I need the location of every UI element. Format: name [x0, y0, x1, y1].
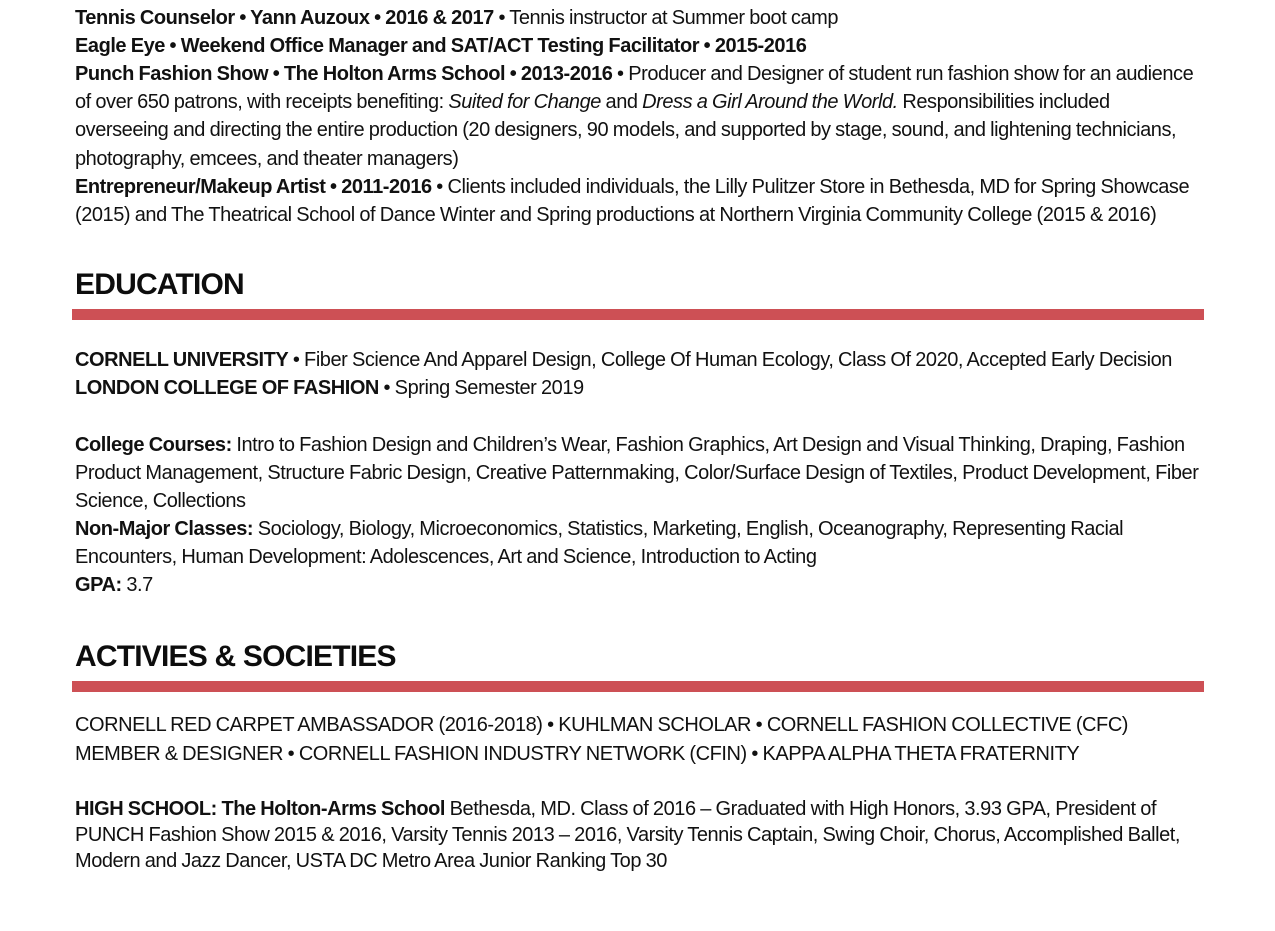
makeup-entry-lead: Entrepreneur/Makeup Artist • 2011-2016 — [75, 176, 432, 198]
high-school-details: Bethesda, MD. Class of 2016 – Graduated with High Honors, 3.93 GPA, President of PUNCH Fashion Show 2015 & 2016, Varsity Tennis 2013 – 2016, Varsity Tennis Captain, Swing Choir, Chorus, Accomplished Ballet, Modern and Jazz Dancer, USTA DC Metro Area Junior Ranking Top 30 — [75, 798, 1181, 872]
tennis-entry-lead: Tennis Counselor • Yann Auzoux • 2016 & 2017 — [75, 7, 494, 29]
non-major-classes-list: Sociology, Biology, Microeconomics, Statistics, Marketing, English, Oceanography, Representing Racial Encounters, Human Development: Adolescences, Art and Science, Introduction to Acting — [75, 518, 1124, 569]
experience-eagle-eye-entry — [75, 32, 1200, 60]
tennis-entry-desc: • Tennis instructor at Summer boot camp — [493, 7, 839, 29]
punch-entry-desc-1: • Producer and Designer of student run fashion show for an audience of over 650 patrons, with receipts benefiting: — [75, 63, 1194, 114]
college-courses-entry — [75, 431, 1200, 516]
activities-heading: ACTIVIES & SOCIETIES — [75, 640, 396, 673]
non-major-classes-label: Non-Major Classes: — [75, 518, 254, 540]
makeup-entry-desc: • Clients included individuals, the Lilly Pulitzer Store in Bethesda, MD for Spring Showcase (2015) and The Theatrical School of Dance Winter and Spring productions at Northern Virginia Community College (2015 & 2016) — [75, 176, 1190, 227]
experience-punch-entry — [75, 60, 1200, 173]
london-school-name: LONDON COLLEGE OF FASHION — [75, 377, 379, 399]
education-cornell-entry — [75, 346, 1215, 374]
cornell-details: • Fiber Science And Apparel Design, College Of Human Ecology, Class Of 2020, Accepted Early Decision — [288, 349, 1172, 371]
high-school-label: HIGH SCHOOL: The Holton-Arms School — [75, 798, 446, 820]
gpa-label: GPA: — [75, 574, 122, 596]
gpa-value: 3.7 — [121, 574, 153, 596]
non-major-classes-entry — [75, 515, 1200, 571]
gpa-entry — [75, 571, 1215, 599]
eagle-eye-entry-lead: Eagle Eye • Weekend Office Manager and SAT/ACT Testing Facilitator • 2015-2016 — [75, 35, 807, 57]
college-courses-list: Intro to Fashion Design and Children’s Wear, Fashion Graphics, Art Design and Visual Thinking, Draping, Fashion Product Management, Structure Fabric Design, Creative Patternmaking, Color/Surface Design of Textiles, Product Development, Fiber Science, Collections — [75, 434, 1199, 513]
activities-divider — [72, 681, 1204, 692]
punch-entry-desc-2: and — [600, 91, 643, 114]
punch-entry-charity-2: Dress a Girl Around the World. — [642, 91, 898, 114]
cornell-school-name: CORNELL UNIVERSITY — [75, 349, 289, 371]
college-courses-label: College Courses: — [75, 434, 232, 456]
education-london-entry — [75, 374, 1215, 402]
punch-entry-lead: Punch Fashion Show • The Holton Arms School • 2013-2016 — [75, 63, 613, 85]
london-details: • Spring Semester 2019 — [378, 377, 584, 399]
punch-entry-desc-3: Responsibilities included overseeing and directing the entire production (20 designers, 90 models, and supported by stage, sound, and lightening technicians, photography, emcees, and theater managers) — [75, 91, 1177, 170]
activities-line-1: CORNELL RED CARPET AMBASSADOR (2016-2018) • KUHLMAN SCHOLAR • CORNELL FASHION COLLECTIVE (CFC) — [75, 714, 1129, 736]
punch-entry-charity-1: Suited for Change — [448, 91, 601, 114]
experience-makeup-entry — [75, 173, 1200, 229]
education-divider — [72, 309, 1204, 320]
high-school-entry — [75, 796, 1200, 874]
experience-tennis-entry — [75, 4, 1200, 32]
activities-line-2: MEMBER & DESIGNER • CORNELL FASHION INDUSTRY NETWORK (CFIN) • KAPPA ALPHA THETA FRATERNITY — [75, 743, 1080, 765]
education-heading: EDUCATION — [75, 268, 244, 301]
